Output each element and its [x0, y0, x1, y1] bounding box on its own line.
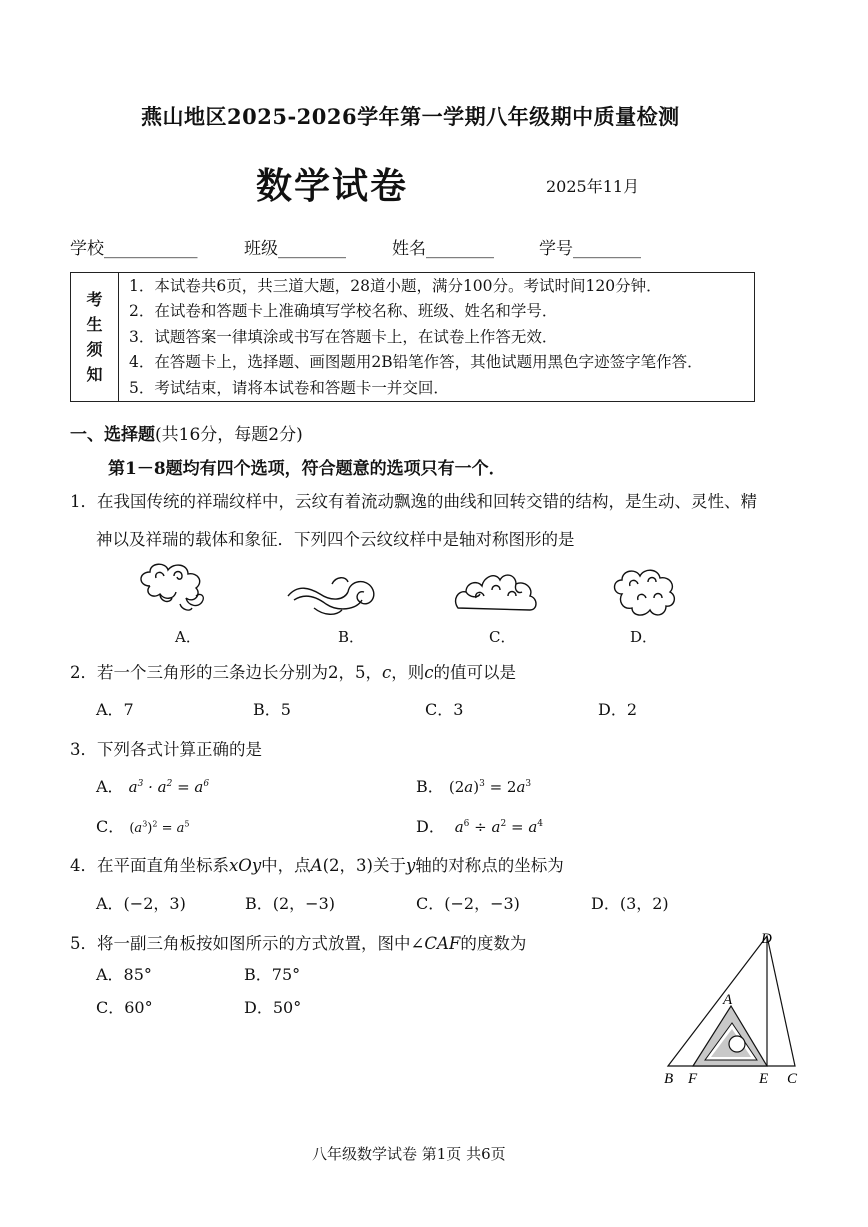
notice-line: 3．试题答案一律填涂或书写在答题卡上，在试卷上作答无效．: [129, 327, 558, 346]
q2-stem: [70, 659, 516, 683]
q4-stem-post: 轴的对称点的坐标为: [415, 856, 564, 875]
exam-date: 2025年11月: [546, 177, 640, 196]
section-name: 选择题: [104, 425, 155, 445]
q4-stem: [70, 852, 564, 876]
notice-line: 1．本试卷共6页，共三道大题，28道小题，满分100分。考试时间120分钟．: [129, 277, 662, 295]
q4-stem-mid2: 关于: [372, 856, 406, 875]
q3-option-b: B． $(2a)^3 = 2a^3$: [416, 777, 532, 796]
q3-stem: 3．下列各式计算正确的是: [70, 740, 262, 759]
school-field: [70, 234, 198, 259]
q4-option-b: B．(2，−3): [245, 894, 336, 913]
q5-option-a: A．85°: [96, 965, 152, 984]
section-instruction: 第1－8题均有四个选项，符合题意的选项只有一个．: [108, 459, 506, 479]
label-a: A: [723, 992, 733, 1008]
q1-caption-b: B．: [338, 628, 365, 646]
q5-angle: CAF: [424, 934, 461, 953]
q2-option-a: A．7: [96, 700, 134, 719]
q2-stem-pre: 2．若一个三角形的三条边长分别为2，5，: [70, 663, 382, 682]
exam-title: 燕山地区2025-2026学年第一学期八年级期中质量检测: [141, 104, 680, 129]
q5-stem-post: 的度数为: [460, 934, 527, 953]
q1-caption-c: C．: [489, 628, 516, 646]
notice-box: [70, 272, 755, 402]
student-id-field: [539, 234, 641, 259]
q4-xoy: xOy: [229, 856, 262, 875]
label-c: C: [787, 1071, 798, 1087]
notice-label-char: 知: [86, 365, 103, 384]
q3-option-d: D． $a^6 \div a^2 = a^4$: [416, 817, 543, 836]
q5-triangle-figure: [655, 926, 810, 1088]
q2-option-d: D．2: [598, 700, 638, 719]
notice-label-char: 考: [86, 290, 103, 309]
q4-stem-mid: 中，点: [261, 856, 311, 875]
subject-title: 数学试卷: [256, 165, 409, 207]
q4-stem-pre: 4．在平面直角坐标系: [70, 856, 229, 875]
notice-line: 5．考试结束，请将本试卷和答题卡一并交回．: [129, 378, 449, 397]
cloud-pattern-a-icon: [130, 558, 230, 618]
q3-option-c: C． $(a^3)^2 = a^5$: [96, 817, 190, 836]
q5-option-c: C．60°: [96, 998, 153, 1017]
q2-option-b: B．5: [253, 700, 291, 719]
notice-label-char: 生: [86, 315, 103, 334]
q1-line2: 神以及祥瑞的载体和象征．下列四个云纹纹样中是轴对称图形的是: [96, 530, 575, 549]
notice-lines: [129, 274, 703, 401]
q2-stem-post: 的值可以是: [433, 663, 516, 682]
q2-option-c: C．3: [425, 700, 464, 719]
section-prefix: 一、: [70, 425, 104, 445]
q5-option-d: D．50°: [244, 998, 302, 1017]
label-b: B: [664, 1071, 674, 1087]
q1-caption-a: A．: [175, 628, 201, 646]
q4-coords: (2，3): [322, 856, 373, 875]
notice-line: 2．在试卷和答题卡上准确填写学校名称、班级、姓名和学号．: [129, 302, 558, 321]
q1-line1: 1．在我国传统的祥瑞纹样中，云纹有着流动飘逸的曲线和回转交错的结构，是生动、灵性、精: [70, 492, 757, 511]
q3-option-a: A． $a^3 \cdot a^2 = a^6$: [96, 777, 210, 796]
name-blank: ________: [426, 239, 494, 259]
school-blank: ___________: [104, 239, 198, 259]
section-score: (共16分，每题2分): [155, 425, 303, 445]
q3-option-b-label: B．: [416, 777, 444, 796]
label-f: F: [688, 1071, 698, 1087]
name-field: [392, 234, 494, 259]
q4-y: y: [405, 856, 416, 875]
student-id-label: 学号: [539, 239, 573, 259]
q3-option-d-label: D．: [416, 817, 445, 836]
q4-option-a: A．(−2，3): [96, 894, 186, 913]
q1-caption-d: D．: [630, 628, 658, 646]
school-label: 学校: [70, 239, 104, 259]
q4-point: A: [310, 856, 323, 875]
notice-label: [71, 273, 119, 401]
class-field: [244, 234, 346, 259]
section-heading: [70, 420, 303, 445]
class-blank: ________: [278, 239, 346, 259]
cloud-pattern-d-icon: [608, 564, 680, 622]
set-square-small: [693, 1006, 767, 1066]
q2-var-c2: c: [424, 663, 434, 682]
class-label: 班级: [244, 239, 278, 259]
q4-option-d: D．(3，2): [591, 894, 669, 913]
q3-option-a-label: A．: [96, 777, 124, 796]
page-footer: 八年级数学试卷 第1页 共6页: [312, 1145, 506, 1163]
student-id-blank: ________: [573, 239, 641, 259]
q3-option-c-label: C．: [96, 817, 125, 836]
q2-var-c: c: [382, 663, 392, 682]
label-d: D: [761, 931, 772, 947]
notice-label-char: 须: [86, 340, 103, 359]
cloud-pattern-b-icon: [284, 570, 384, 620]
name-label: 姓名: [392, 239, 426, 259]
q5-stem-pre: 5．将一副三角板按如图所示的方式放置，图中∠: [70, 934, 425, 953]
q2-stem-mid: ，则: [391, 663, 425, 682]
cloud-pattern-c-icon: [452, 568, 542, 618]
q5-stem: [70, 930, 526, 954]
notice-line: 4．在答题卡上，选择题、画图题用2B铅笔作答，其他试题用黑色字迹签字笔作答．: [129, 353, 703, 372]
q5-option-b: B．75°: [244, 965, 301, 984]
label-e: E: [759, 1071, 769, 1087]
q4-option-c: C．(−2，−3): [416, 894, 520, 913]
